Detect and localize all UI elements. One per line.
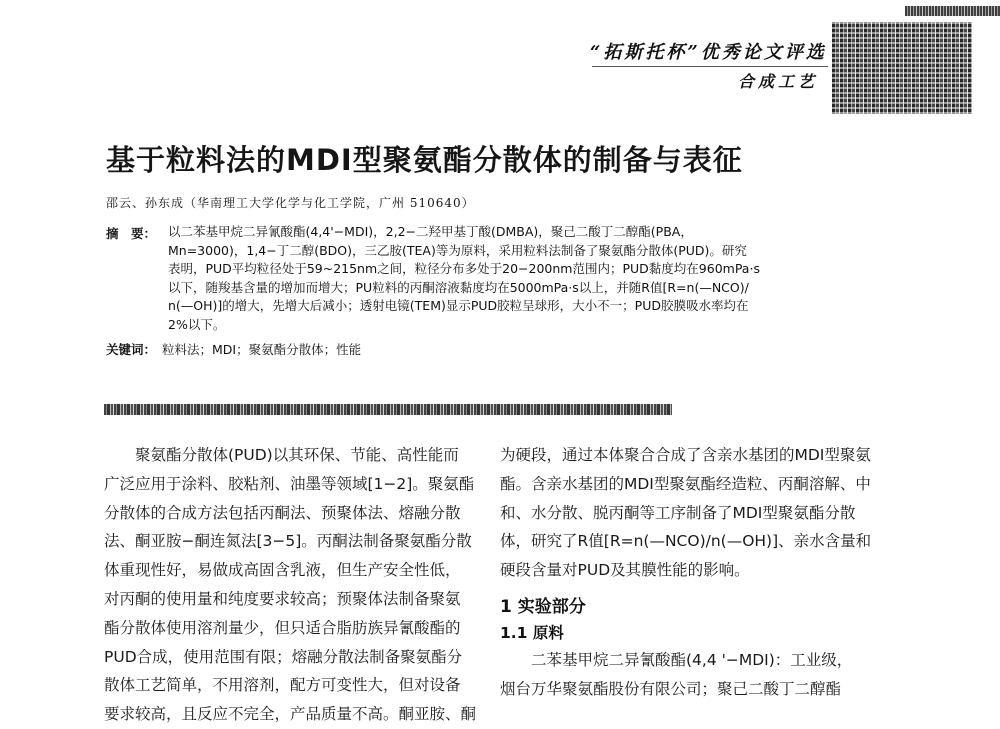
abstract-label: 摘 要：: [106, 226, 157, 241]
body-line: 体重现性好，易做成高固含乳液，但生产安全性低，: [104, 561, 461, 580]
body-line: PUD合成，使用范围有限；熔融分散法制备聚氨酯分: [104, 647, 463, 666]
body-line: 二苯基甲烷二异氰酸酯(4,4 '−MDI)：工业级，: [500, 651, 853, 669]
abstract-line: Mn=3000)，1,4−丁二醇(BDO)，三乙胺(TEA)等为原料，采用粒料法制备了聚氨酯分散体(PUD)。研究: [168, 242, 747, 258]
body-line: 硬段含量对PUD及其膜性能的影响。: [500, 561, 750, 580]
keywords: 粒料法；MDI；聚氨酯分散体；性能: [162, 342, 362, 357]
keywords-label: 关键词：: [106, 342, 157, 357]
subsection-heading: 1.1 原料: [500, 624, 564, 642]
paper-title: 基于粒料法的MDI型聚氨酯分散体的制备与表征: [106, 143, 743, 177]
abstract-body: [168, 223, 788, 335]
body-line: 要求较高，且反应不完全，产品质量不高。酮亚胺、酮: [104, 705, 477, 724]
body-line: 法、酮亚胺−酮连氮法[3−5]。丙酮法制备聚氨酯分散: [104, 532, 472, 551]
header-rule: [592, 66, 828, 67]
scan-noise-corner: [832, 22, 972, 114]
authors-affiliation: 邵云、孙东成（华南理工大学化学与化工学院，广州 510640）: [106, 196, 475, 210]
section-heading: 1 实验部分: [500, 597, 586, 617]
body-line: 烟台万华聚氨酯股份有限公司；聚己二酸丁二醇酯: [500, 679, 842, 698]
body-line: 酯分散体使用溶剂量少，但只适合脂肪族异氰酸酯的: [104, 618, 461, 637]
materials-paragraph: [500, 646, 880, 704]
body-line: 体，研究了R值[R=n(—NCO)/n(—OH)]、亲水含量和: [500, 532, 872, 551]
section-divider: [104, 404, 672, 415]
body-line: 酯。含亲水基团的MDI型聚氨酯经造粒、丙酮溶解、中: [500, 474, 871, 493]
body-line: 聚氨酯分散体(PUD)以其环保、节能、高性能而: [104, 446, 459, 464]
body-line: 分散体的合成方法包括丙酮法、预聚体法、熔融分散: [104, 503, 461, 522]
body-line: 广泛应用于涂料、胶粘剂、油墨等领域[1−2]。聚氨酯: [104, 474, 475, 493]
body-right-column: [500, 441, 880, 585]
abstract-line: 2%以下。: [168, 316, 226, 332]
scan-noise-top: [905, 6, 1000, 16]
section-header: 合成工艺: [738, 72, 819, 91]
abstract-line: 以二苯基甲烷二异氰酸酯(4,4'−MDI)，2,2−二羟甲基丁酸(DMBA)，聚己二酸丁二醇酯(PBA，: [168, 224, 693, 239]
body-line: 对丙酮的使用量和纯度要求较高；预聚体法制备聚氨: [104, 589, 461, 608]
body-line: 为硬段，通过本体聚合合成了含亲水基团的MDI型聚氨: [500, 446, 871, 464]
abstract-line: n(—OH)]的增大，先增大后减小；透射电镜(TEM)显示PUD胶粒呈球形，大小不一；PUD胶膜吸水率均在: [168, 298, 749, 314]
body-line: 散体工艺简单，不用溶剂，配方可变性大，但对设备: [104, 676, 461, 695]
abstract-line: 表明，PUD平均粒径处于59~215nm之间，粒径分布多处于20−200nm范围内；PUD黏度均在960mPa·s: [168, 261, 760, 277]
award-header: “拓斯托杯”优秀论文评选: [590, 42, 827, 63]
abstract-line: 以下，随羧基含量的增加而增大；PU粒料的丙酮溶液黏度均在5000mPa·s以上，并随R值[R=n(—NCO)/: [168, 279, 749, 295]
body-line: 和、水分散、脱丙酮等工序制备了MDI型聚氨酯分散: [500, 503, 856, 522]
body-left-column: [104, 441, 476, 729]
